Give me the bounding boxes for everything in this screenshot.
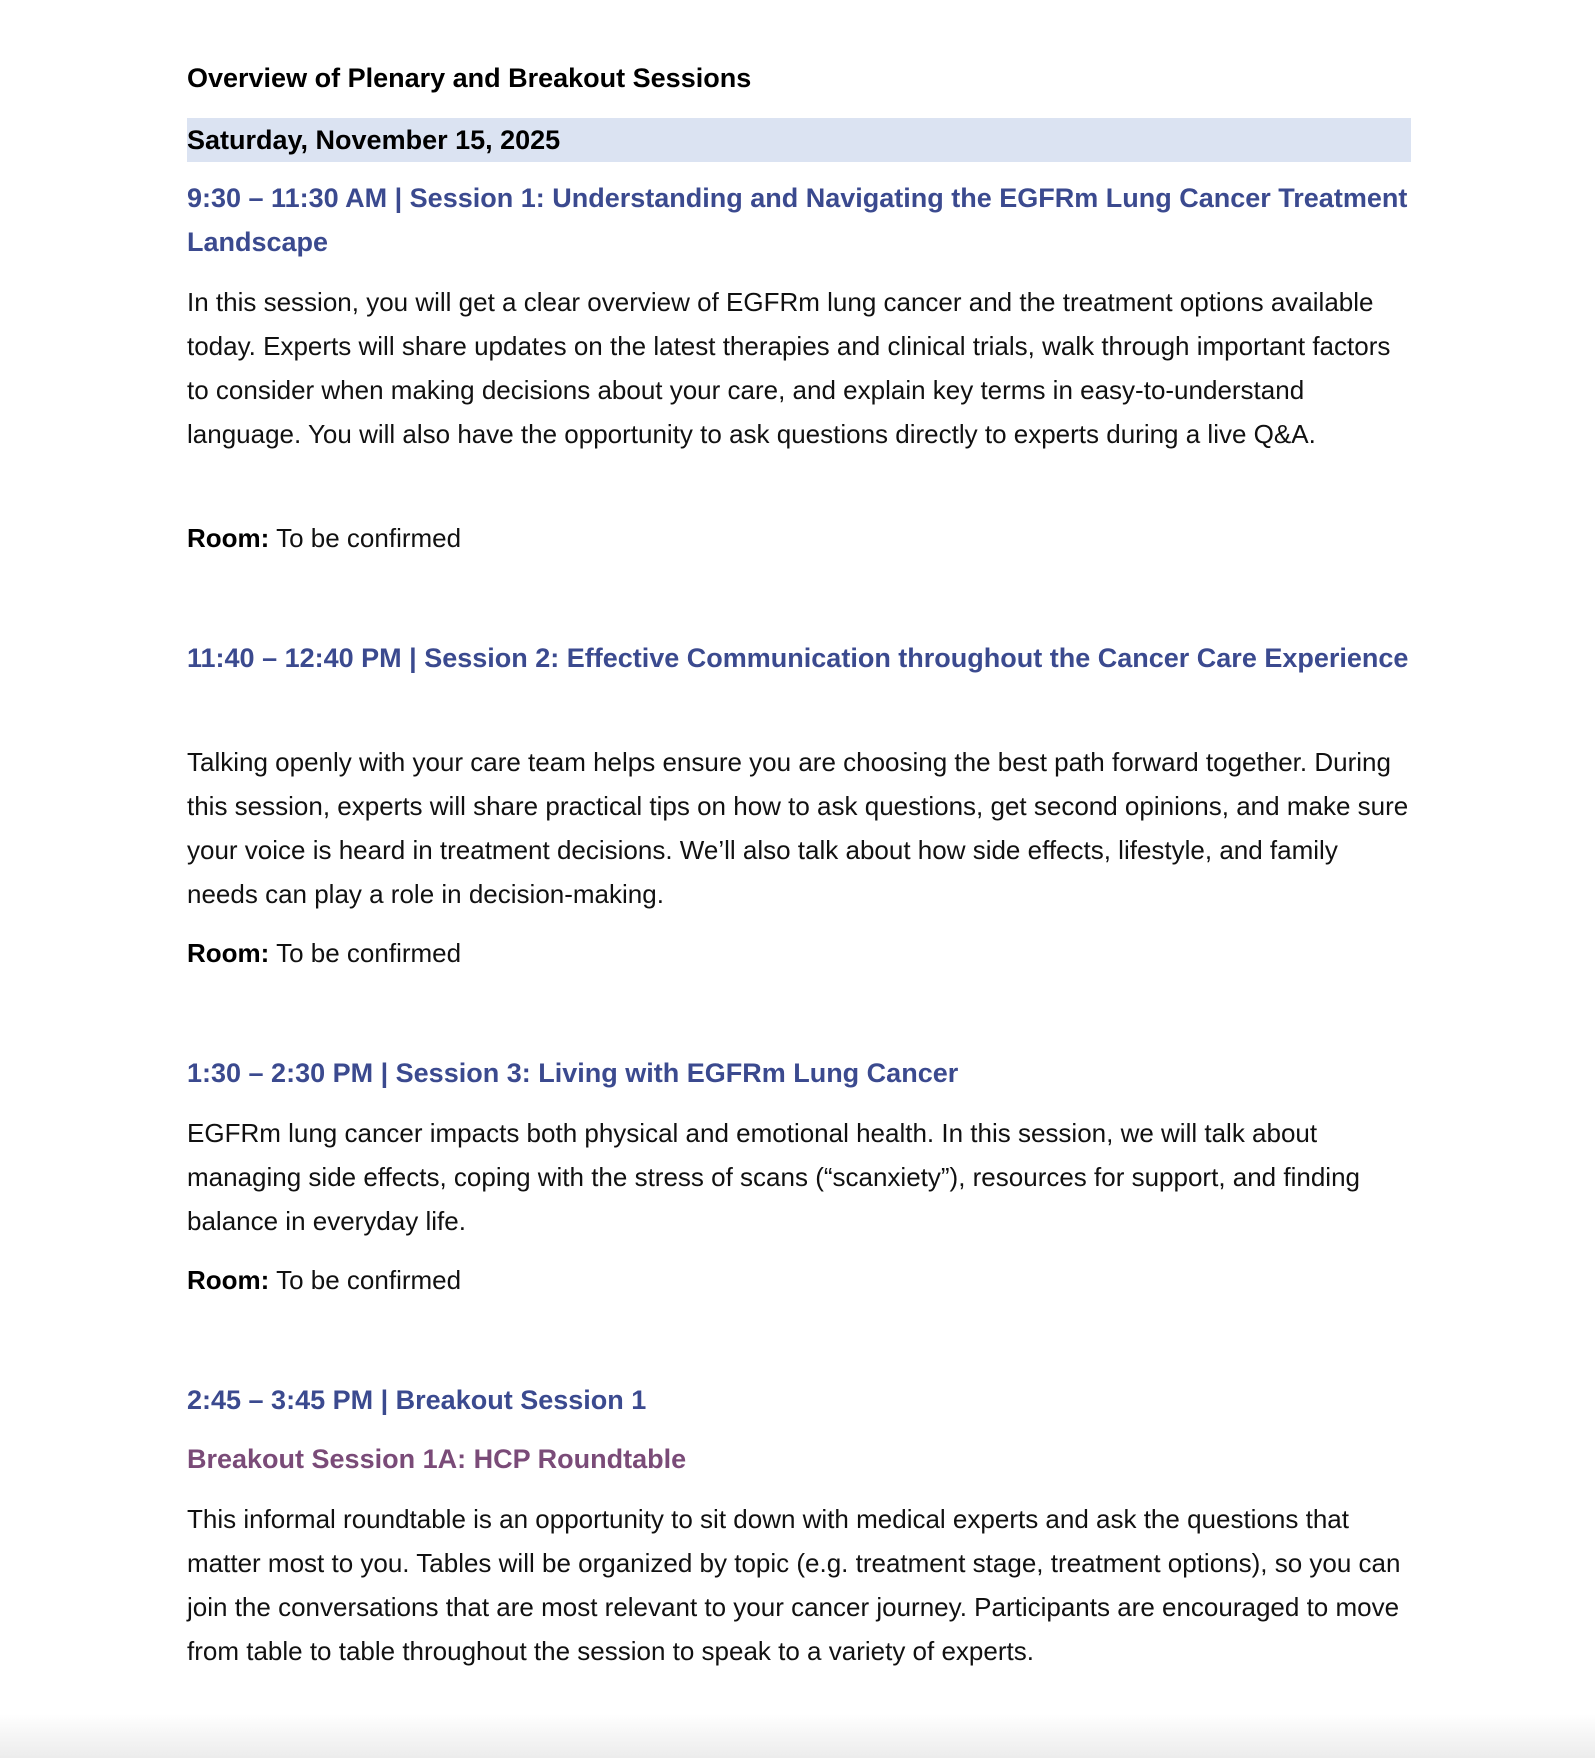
- date-banner: [187, 118, 1411, 162]
- date-text: Saturday, November 15, 2025: [187, 125, 561, 155]
- session-1-heading: 9:30 – 11:30 AM | Session 1: Understanding and Navigating the EGFRm Lung Cancer Treatment Landscape: [187, 183, 1408, 257]
- session-2-room: [187, 931, 1411, 975]
- session-1-description: In this session, you will get a clear overview of EGFRm lung cancer and the treatment options available today. Experts will share updates on the latest therapies and clinical trials, walk through important factors to consider when making decisions about your care, and explain key terms in easy-to-understand language. You will also have the opportunity to ask questions directly to experts during a live Q&A.: [187, 287, 1391, 449]
- session-2-heading: 11:40 – 12:40 PM | Session 2: Effective Communication throughout the Cancer Care Experience: [187, 643, 1409, 673]
- breakout-session-1a-heading: Breakout Session 1A: HCP Roundtable: [187, 1444, 687, 1474]
- room-value: To be confirmed: [276, 938, 462, 968]
- room-value: To be confirmed: [276, 1265, 462, 1295]
- room-label: Room:: [187, 938, 270, 968]
- room-label: Room:: [187, 523, 270, 553]
- session-2-description: Talking openly with your care team helps ensure you are choosing the best path forward together. During this session, experts will share practical tips on how to ask questions, get second opinions, and make sure your voice is heard in treatment decisions. We’ll also talk about how side effects, lifestyle, and family needs can play a role in decision-making.: [187, 747, 1409, 909]
- room-value: To be confirmed: [276, 523, 462, 553]
- session-3-room: [187, 1258, 1411, 1302]
- session-1-room: [187, 516, 1411, 560]
- room-label: Room:: [187, 1265, 270, 1295]
- session-3-description: EGFRm lung cancer impacts both physical and emotional health. In this session, we will talk about managing side effects, coping with the stress of scans (“scanxiety”), resources for support, and finding balance in everyday life.: [187, 1118, 1360, 1236]
- document-title: Overview of Plenary and Breakout Sessions: [187, 63, 752, 93]
- page-bottom-edge: [0, 1714, 1595, 1758]
- breakout-session-1-heading: 2:45 – 3:45 PM | Breakout Session 1: [187, 1385, 647, 1415]
- breakout-session-1a-description: This informal roundtable is an opportunity to sit down with medical experts and ask the questions that matter most to you. Tables will be organized by topic (e.g. treatment stage, treatment options), so you can join the conversations that are most relevant to your cancer journey. Participants are encouraged to move from table to table throughout the session to speak to a variety of experts.: [187, 1504, 1401, 1666]
- session-3-heading: 1:30 – 2:30 PM | Session 3: Living with EGFRm Lung Cancer: [187, 1058, 959, 1088]
